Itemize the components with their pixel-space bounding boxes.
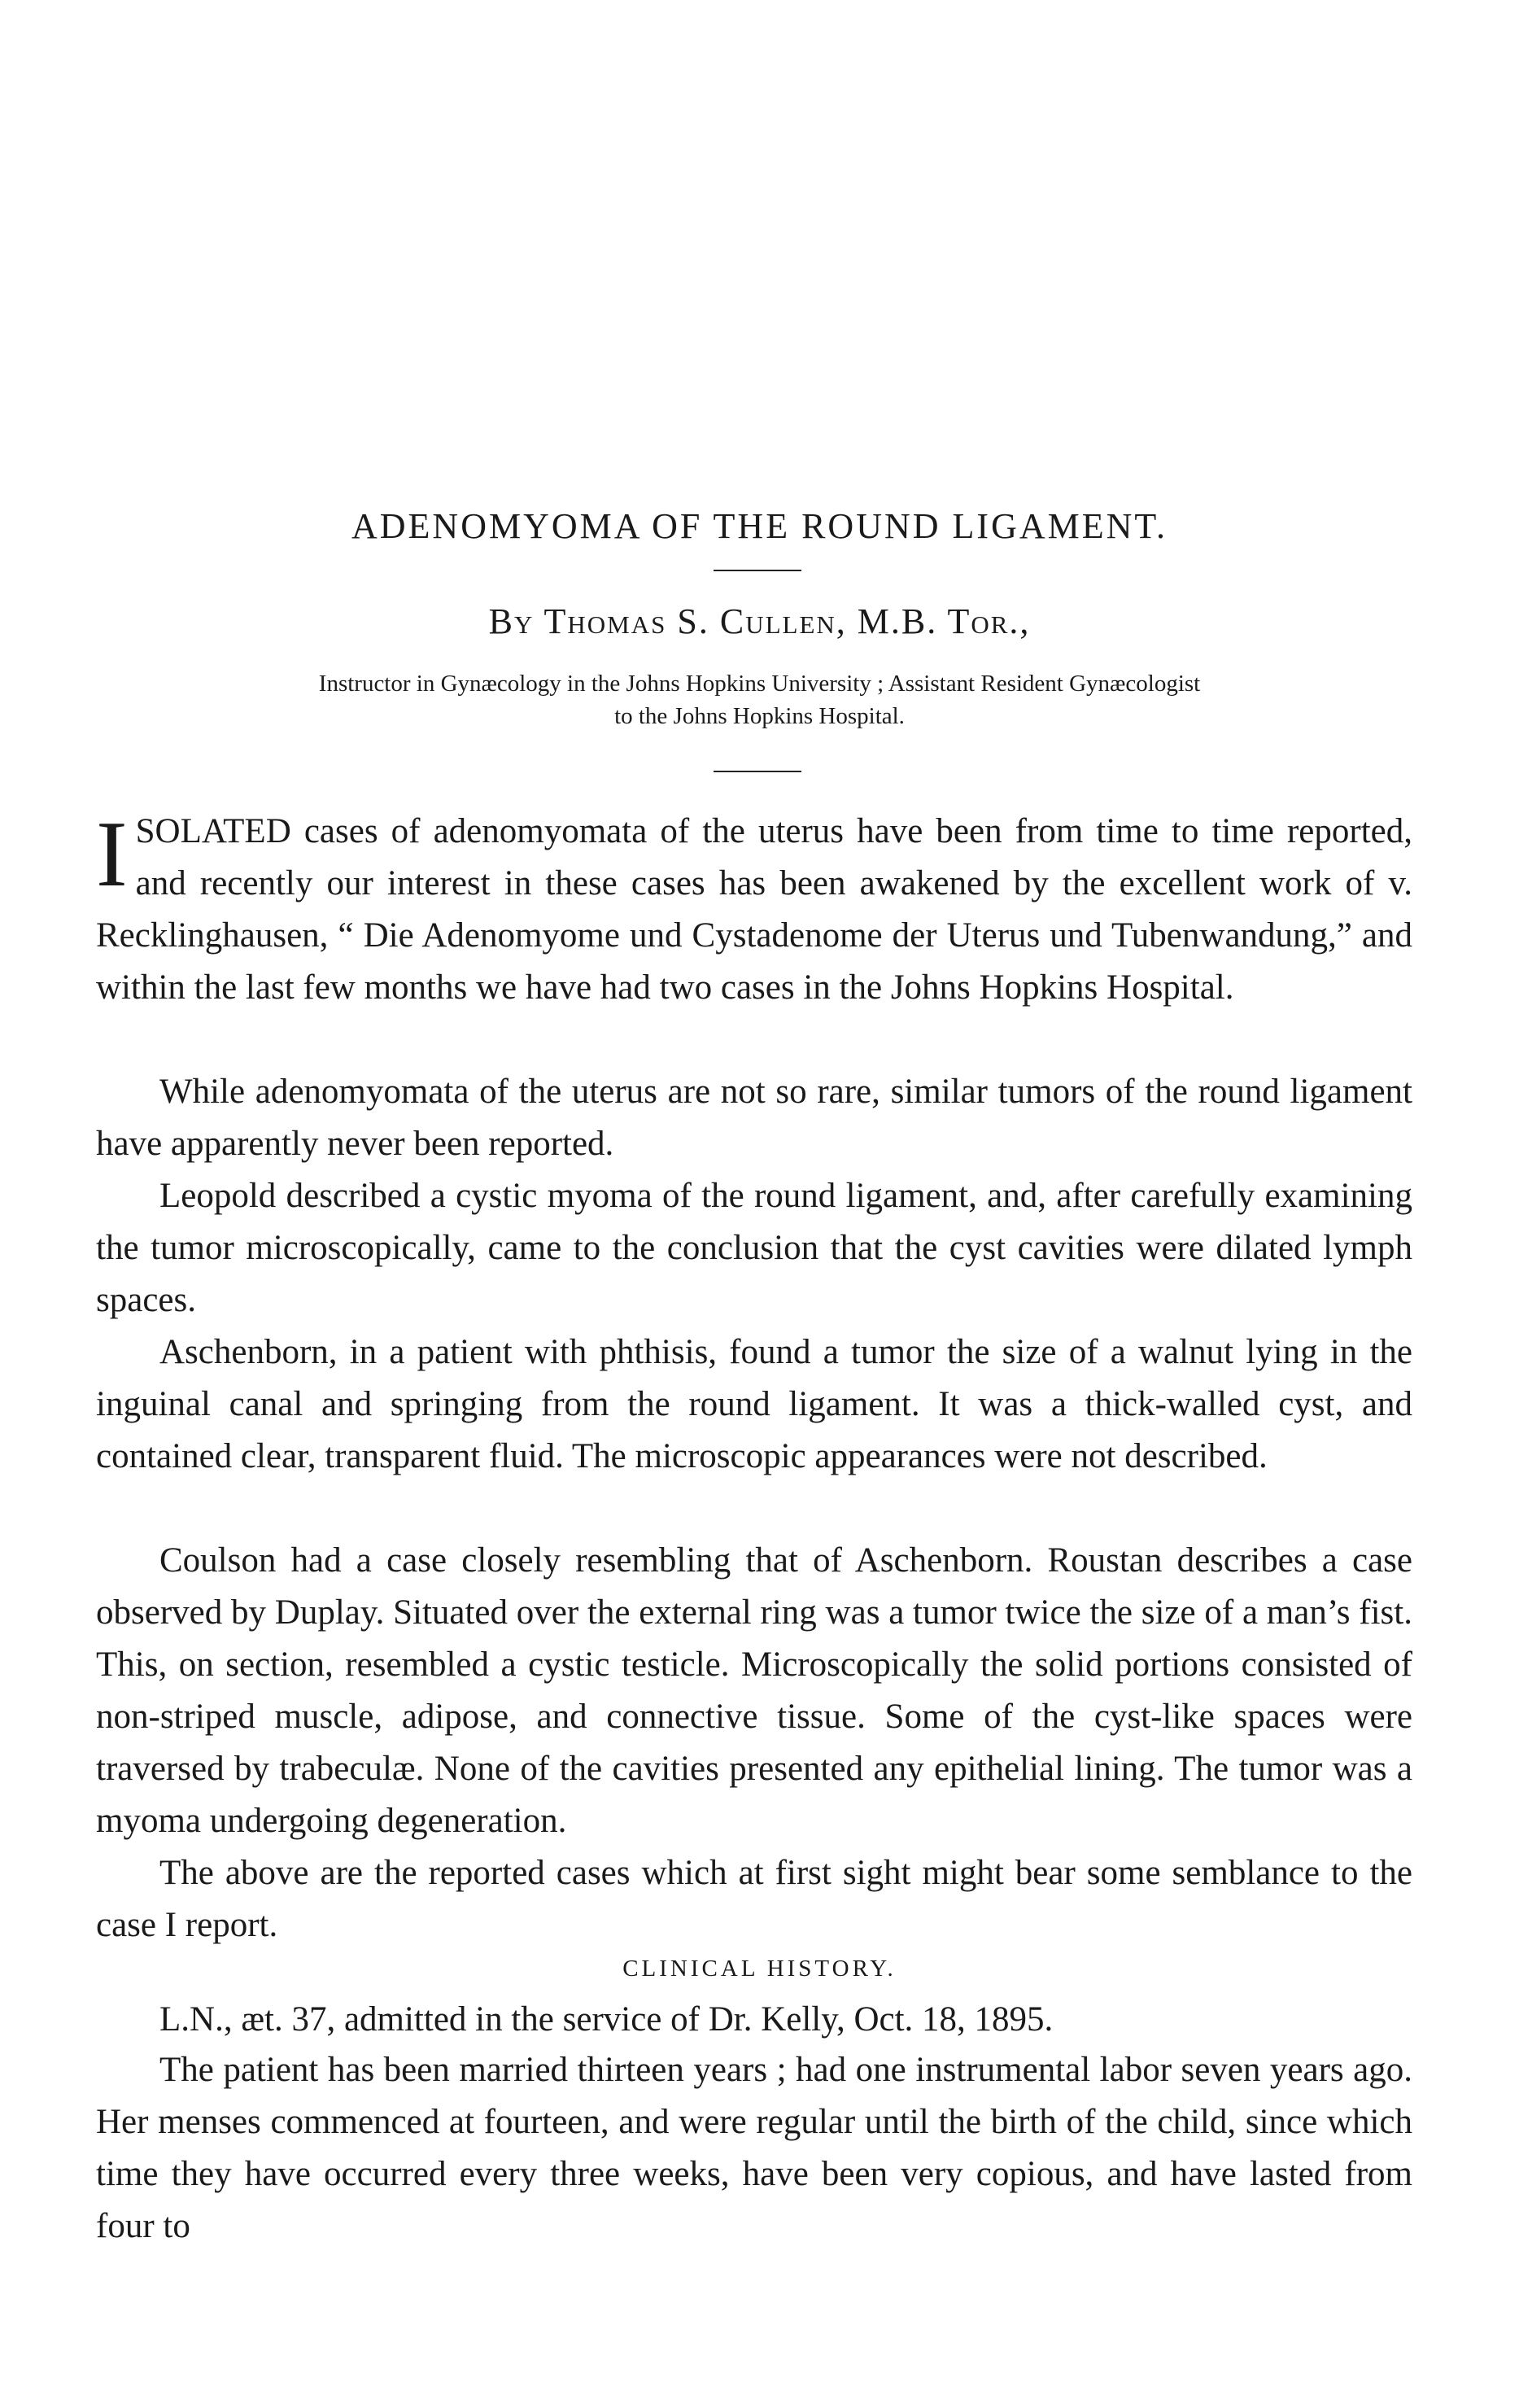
- article-title: ADENOMYOMA OF THE ROUND LIGAMENT.: [351, 506, 1168, 547]
- paragraph-6: The above are the reported cases which at first sight might bear some semblance to the case I report.: [96, 1854, 1412, 1944]
- title-divider: [714, 570, 801, 571]
- clinical-paragraph-2: The patient has been married thirteen years ; had one instrumental labor seven years ago. Her menses commenced at fourteen, and were regular until the birth of the child, since which time they have occurred every three weeks, have been very copious, and have lasted from four to: [96, 2051, 1412, 2245]
- paragraph-3: Leopold described a cystic myoma of the round ligament, and, after carefully examining the tumor microscopically, came to the conclusion that the cyst cavities were dilated lymph spaces.: [96, 1177, 1412, 1319]
- clinical-paragraph-1: L.N., æt. 37, admitted in the service of Dr. Kelly, Oct. 18, 1895.: [159, 2000, 1054, 2039]
- header-divider: [714, 771, 801, 772]
- paragraph-2: While adenomyomata of the uterus are not so rare, similar tumors of the round ligament have apparently never been reported.: [96, 1073, 1412, 1163]
- paragraph-4: Aschenborn, in a patient with phthisis, found a tumor the size of a walnut lying in the inguinal canal and springing from the round ligament. It was a thick-walled cyst, and contained clear, transparent fluid. The microscopic appearances were not described.: [96, 1333, 1412, 1475]
- author-byline: By Thomas S. Cullen, M.B. Tor.,: [488, 601, 1031, 641]
- affiliation-line-1: Instructor in Gynæcology in the Johns Hopkins University ; Assistant Resident Gynæcologist: [318, 671, 1201, 697]
- section-heading-clinical-history: CLINICAL HISTORY.: [622, 1956, 897, 1982]
- paragraph-intro-text: SOLATED cases of adenomyomata of the uterus have been from time to time reported, and recently our interest in these cases has been awakened by the excellent work of v. Recklinghausen, “ Die Adenomyome und Cystadenome der Uterus und Tubenwandung,” and within the last few months we have had two cases in the Johns Hopkins Hospital.: [96, 812, 1412, 1007]
- author-affiliation: [0, 667, 1519, 732]
- affiliation-line-2: to the Johns Hopkins Hospital.: [614, 703, 905, 729]
- paragraph-intro: [96, 802, 1412, 1014]
- drop-cap: I: [96, 802, 128, 907]
- paragraph-5: Coulson had a case closely resembling that of Aschenborn. Roustan describes a case observed by Duplay. Situated over the external ring was a tumor twice the size of a man’s fist. This, on section, resembled a cystic testicle. Microscopically the solid portions consisted of non-striped muscle, adipose, and connective tissue. Some of the cyst-like spaces were traversed by trabeculæ. None of the cavities presented any epithelial lining. The tumor was a myoma undergoing degeneration.: [96, 1541, 1412, 1840]
